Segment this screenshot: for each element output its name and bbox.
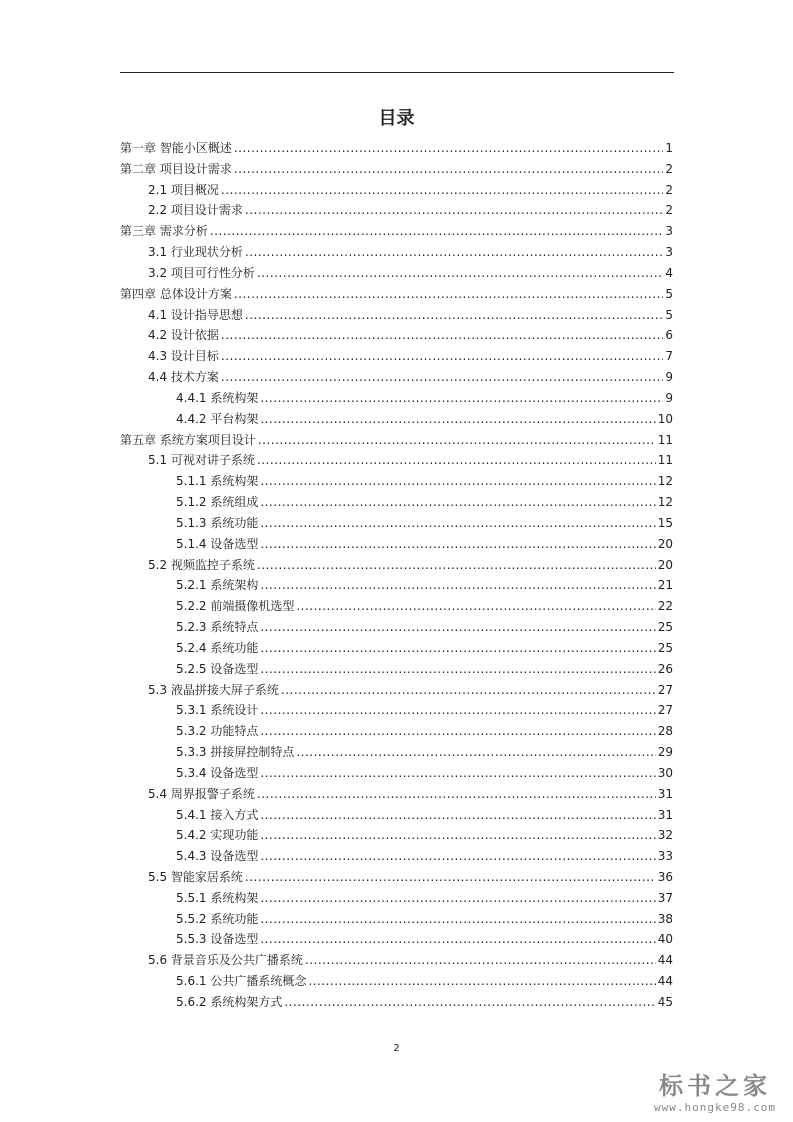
toc-entry-page: 25 [657, 620, 673, 635]
toc-entry-page: 20 [657, 536, 673, 551]
toc-entry-page: 27 [657, 703, 673, 718]
dot-leader [234, 138, 664, 159]
toc-entry-page: 27 [657, 682, 673, 697]
toc-entry[interactable] [120, 221, 673, 242]
toc-entry-page: 4 [665, 265, 673, 280]
toc-entry-label: 第二章 项目设计需求 [120, 161, 232, 176]
toc-title: 目录 [378, 108, 415, 129]
toc-entry-page: 20 [657, 557, 673, 572]
dot-leader [260, 388, 663, 409]
toc-entry-label: 4.4.2 平台构架 [176, 411, 259, 426]
toc-entry-label: 5.3.1 系统设计 [176, 703, 259, 718]
toc-entry[interactable] [120, 450, 673, 471]
dot-leader [221, 367, 663, 388]
toc-entry-page: 10 [657, 411, 673, 426]
toc-entry-page: 12 [657, 474, 673, 489]
toc-entry-page: 32 [657, 828, 673, 843]
toc-entry[interactable] [120, 159, 673, 180]
toc-entry[interactable] [120, 909, 673, 930]
toc-entry[interactable] [120, 659, 673, 680]
toc-entry-label: 5.5.3 设备选型 [176, 932, 259, 947]
dot-leader [221, 180, 663, 201]
toc-entry-label: 4.1 设计指导思想 [148, 307, 243, 322]
toc-entry-page: 36 [657, 869, 673, 884]
toc-entry[interactable] [120, 492, 673, 513]
toc-entry-label: 5.4.2 实现功能 [176, 828, 259, 843]
dot-leader [305, 950, 656, 971]
dot-leader [257, 450, 656, 471]
toc-entry-page: 1 [665, 141, 673, 155]
dot-leader [221, 325, 663, 346]
toc-entry-page: 26 [657, 661, 673, 676]
toc-entry[interactable] [120, 638, 673, 659]
toc-entry-label: 5.4.1 接入方式 [176, 807, 259, 822]
header-rule [120, 72, 674, 73]
dot-leader [260, 638, 655, 659]
dot-leader [245, 305, 663, 326]
dot-leader [258, 430, 656, 451]
toc-entry[interactable] [120, 575, 673, 596]
toc-entry-label: 5.6 背景音乐及公共广播系统 [148, 953, 303, 968]
toc-entry[interactable] [120, 138, 673, 159]
toc-entry[interactable] [120, 263, 673, 284]
toc-entry-label: 5.4 周界报警子系统 [148, 786, 255, 801]
dot-leader [257, 263, 663, 284]
dot-leader [296, 742, 655, 763]
dot-leader [234, 284, 664, 305]
toc-entry[interactable] [120, 284, 673, 305]
dot-leader [281, 680, 656, 701]
toc-entry[interactable] [120, 534, 673, 555]
toc-entry-page: 31 [657, 786, 673, 801]
toc-entry-page: 3 [665, 224, 673, 239]
toc-entry-page: 2 [665, 182, 673, 197]
dot-leader [308, 971, 655, 992]
toc-entry-page: 33 [657, 849, 673, 864]
toc-entry-label: 5.2.1 系统架构 [176, 578, 259, 593]
toc-entry-label: 5.3.3 拼接屏控制特点 [176, 745, 295, 760]
toc-entry[interactable] [120, 513, 673, 534]
toc-entry-page: 9 [665, 390, 673, 405]
toc-entry[interactable] [120, 888, 673, 909]
toc-entry-page: 11 [657, 432, 673, 447]
toc-entry-label: 第四章 总体设计方案 [120, 286, 232, 301]
toc-entry-page: 37 [657, 890, 673, 905]
toc-entry-label: 3.1 行业现状分析 [148, 245, 243, 260]
dot-leader [260, 929, 655, 950]
toc-entry-label: 5.2.2 前端摄像机选型 [176, 599, 295, 614]
toc-entry-page: 15 [657, 515, 673, 530]
toc-entry[interactable] [120, 242, 673, 263]
toc-entry-label: 5.3.4 设备选型 [176, 765, 259, 780]
toc-entry-page: 6 [665, 328, 673, 343]
toc-entry[interactable] [120, 784, 673, 805]
dot-leader [260, 700, 655, 721]
toc-entry-label: 5.1.4 设备选型 [176, 536, 259, 551]
toc-entry[interactable] [120, 721, 673, 742]
toc-entry-label: 第三章 需求分析 [120, 224, 208, 239]
toc-entry[interactable] [120, 409, 673, 430]
toc-entry-page: 28 [657, 724, 673, 739]
toc-entry-label: 5.4.3 设备选型 [176, 849, 259, 864]
toc-entry-page: 38 [657, 911, 673, 926]
toc-entry[interactable] [120, 555, 673, 576]
toc-entry-label: 3.2 项目可行性分析 [148, 265, 255, 280]
toc-entry-label: 4.4.1 系统构架 [176, 390, 259, 405]
dot-leader [260, 409, 655, 430]
dot-leader [260, 888, 655, 909]
toc-entry[interactable] [120, 805, 673, 826]
table-of-contents [120, 138, 673, 1013]
watermark-name: 标书之家 [659, 1072, 771, 1100]
toc-entry[interactable] [120, 596, 673, 617]
toc-entry-label: 4.4 技术方案 [148, 370, 219, 385]
toc-entry-page: 22 [657, 599, 673, 614]
toc-entry[interactable] [120, 742, 673, 763]
toc-entry[interactable] [120, 680, 673, 701]
page-number: 2 [393, 1043, 400, 1054]
dot-leader [260, 721, 655, 742]
toc-entry-label: 5.5.2 系统功能 [176, 911, 259, 926]
watermark-url: www.hongke98.com [654, 1101, 776, 1114]
toc-entry-label: 5.3.2 功能特点 [176, 724, 259, 739]
toc-entry-label: 5.2.5 设备选型 [176, 661, 259, 676]
dot-leader [260, 659, 655, 680]
toc-entry-page: 31 [657, 807, 673, 822]
toc-entry-label: 5.1.3 系统功能 [176, 515, 259, 530]
toc-entry-label: 5.6.1 公共广播系统概念 [176, 974, 307, 989]
toc-entry[interactable] [120, 346, 673, 367]
dot-leader [257, 555, 656, 576]
toc-entry-page: 3 [665, 245, 673, 260]
dot-leader [260, 805, 655, 826]
toc-entry-page: 30 [657, 765, 673, 780]
toc-entry-page: 45 [657, 994, 673, 1009]
dot-leader [245, 200, 663, 221]
toc-entry-page: 7 [665, 349, 673, 364]
toc-entry-label: 第一章 智能小区概述 [120, 141, 232, 155]
toc-entry-label: 5.1 可视对讲子系统 [148, 453, 255, 468]
toc-entry-page: 11 [657, 453, 673, 468]
toc-entry[interactable] [120, 430, 673, 451]
toc-entry-page: 44 [657, 953, 673, 968]
toc-entry[interactable] [120, 471, 673, 492]
toc-entry-page: 5 [665, 286, 673, 301]
toc-entry-label: 5.2 视频监控子系统 [148, 557, 255, 572]
dot-leader [260, 846, 655, 867]
dot-leader [260, 492, 655, 513]
toc-entry[interactable] [120, 763, 673, 784]
toc-entry-page: 44 [657, 974, 673, 989]
toc-entry-label: 2.1 项目概况 [148, 182, 219, 197]
toc-entry-label: 5.2.4 系统功能 [176, 640, 259, 655]
dot-leader [296, 596, 655, 617]
dot-leader [260, 575, 655, 596]
toc-entry-label: 5.2.3 系统特点 [176, 620, 259, 635]
dot-leader [260, 763, 655, 784]
toc-entry[interactable] [120, 617, 673, 638]
toc-entry[interactable] [120, 950, 673, 971]
toc-entry[interactable] [120, 305, 673, 326]
dot-leader [260, 617, 655, 638]
dot-leader [245, 867, 656, 888]
toc-entry[interactable] [120, 325, 673, 346]
toc-entry-label: 5.5.1 系统构架 [176, 890, 259, 905]
toc-entry-page: 9 [665, 370, 673, 385]
toc-entry-page: 2 [665, 203, 673, 218]
dot-leader [245, 242, 663, 263]
toc-entry-page: 40 [657, 932, 673, 947]
toc-entry-label: 5.6.2 系统构架方式 [176, 994, 283, 1009]
toc-entry[interactable] [120, 825, 673, 846]
toc-entry-page: 29 [657, 745, 673, 760]
dot-leader [284, 992, 655, 1013]
toc-entry-label: 2.2 项目设计需求 [148, 203, 243, 218]
toc-entry[interactable] [120, 700, 673, 721]
toc-entry-page: 2 [665, 161, 673, 176]
dot-leader [260, 825, 655, 846]
dot-leader [260, 534, 655, 555]
dot-leader [260, 513, 655, 534]
toc-entry[interactable] [120, 971, 673, 992]
dot-leader [210, 221, 664, 242]
toc-entry[interactable] [120, 180, 673, 201]
toc-entry-page: 25 [657, 640, 673, 655]
toc-entry-page: 5 [665, 307, 673, 322]
toc-entry-label: 5.1.2 系统组成 [176, 495, 259, 510]
toc-entry-page: 12 [657, 495, 673, 510]
dot-leader [221, 346, 663, 367]
toc-entry[interactable] [120, 367, 673, 388]
toc-entry[interactable] [120, 867, 673, 888]
toc-entry-label: 第五章 系统方案项目设计 [120, 432, 256, 447]
toc-entry[interactable] [120, 846, 673, 867]
dot-leader [260, 909, 655, 930]
toc-entry-page: 21 [657, 578, 673, 593]
toc-entry-label: 4.3 设计目标 [148, 349, 219, 364]
watermark-logo [640, 1066, 790, 1114]
toc-entry[interactable] [120, 929, 673, 950]
dot-leader [260, 471, 655, 492]
toc-entry[interactable] [120, 388, 673, 409]
toc-entry-label: 4.2 设计依据 [148, 328, 219, 343]
dot-leader [257, 784, 656, 805]
dot-leader [234, 159, 664, 180]
toc-entry[interactable] [120, 992, 673, 1013]
toc-entry-label: 5.1.1 系统构架 [176, 474, 259, 489]
toc-entry-label: 5.5 智能家居系统 [148, 869, 243, 884]
toc-entry-label: 5.3 液晶拼接大屏子系统 [148, 682, 279, 697]
toc-entry[interactable] [120, 200, 673, 221]
